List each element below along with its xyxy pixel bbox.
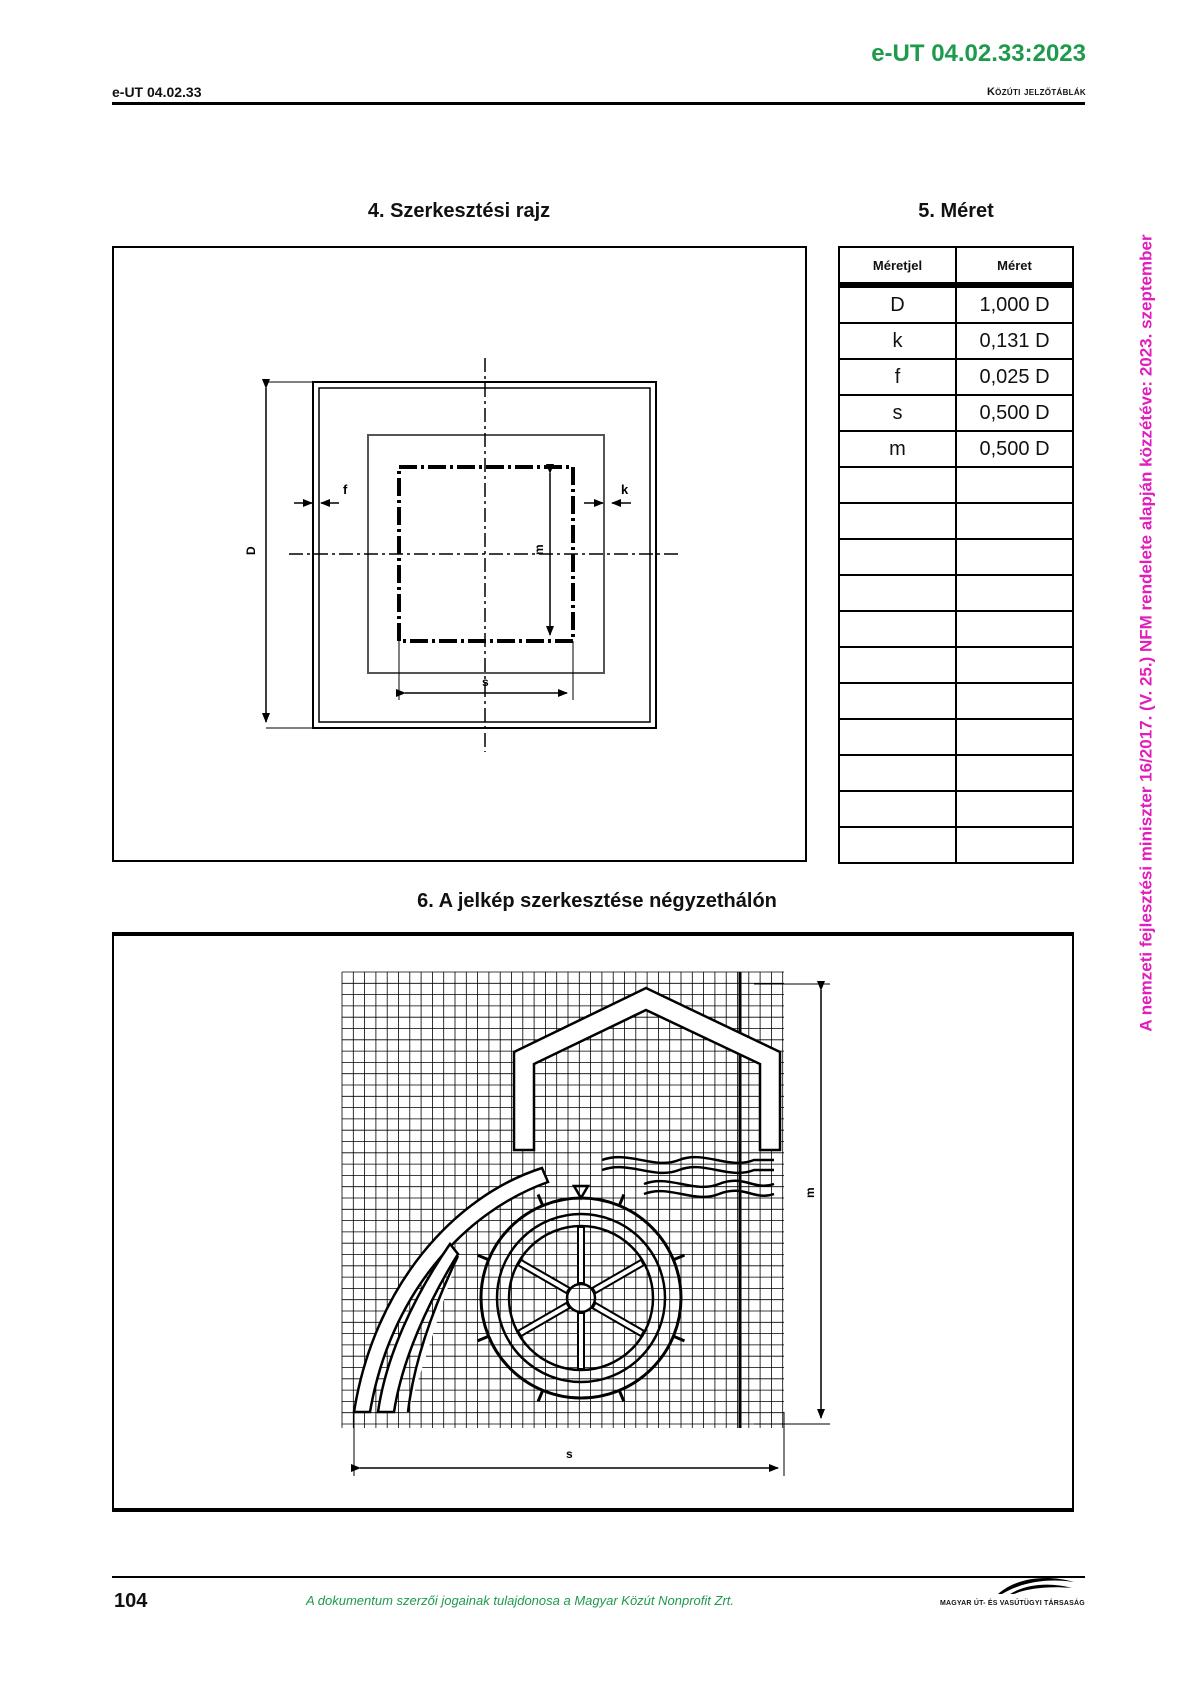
table-empty-row <box>839 755 1073 791</box>
label-k: k <box>621 482 629 497</box>
dimension-symbol-cell: s <box>839 395 956 431</box>
empty-cell <box>956 575 1073 611</box>
grid-label-s: s <box>566 1447 573 1461</box>
label-f: f <box>343 482 348 497</box>
empty-cell <box>956 791 1073 827</box>
label-s: s <box>482 675 489 689</box>
label-D: D <box>244 546 258 555</box>
dimension-value-cell: 0,500 D <box>956 395 1073 431</box>
dimension-symbol-cell: m <box>839 431 956 467</box>
table-empty-row <box>839 539 1073 575</box>
society-logo-text: MAGYAR ÚT- ÉS VASÚTÜGYI TÁRSASÁG <box>940 1600 1085 1607</box>
empty-cell <box>839 719 956 755</box>
section6-title: 6. A jelkép szerkesztése négyzethálón <box>417 890 777 912</box>
header-right-label: Közúti jelzőtáblák <box>986 86 1086 98</box>
empty-cell <box>839 647 956 683</box>
empty-cell <box>956 467 1073 503</box>
dimension-table-wrap <box>838 246 1074 864</box>
table-empty-row <box>839 611 1073 647</box>
table-header-row <box>839 247 1073 285</box>
table-empty-row <box>839 719 1073 755</box>
empty-cell <box>839 539 956 575</box>
water-wheel <box>478 1186 685 1402</box>
table-row <box>839 285 1073 323</box>
table-empty-row <box>839 827 1073 863</box>
table-row <box>839 395 1073 431</box>
header-left-label: e-UT 04.02.33 <box>112 84 202 100</box>
dimension-value-cell: 1,000 D <box>956 285 1073 323</box>
table-row <box>839 323 1073 359</box>
grid-drawing <box>114 936 1072 1508</box>
empty-cell <box>956 611 1073 647</box>
water-waves <box>602 1157 774 1197</box>
table-row <box>839 431 1073 467</box>
dimension-value-cell: 0,131 D <box>956 323 1073 359</box>
dimension-symbol-cell: D <box>839 285 956 323</box>
section5-title: 5. Méret <box>918 200 994 222</box>
empty-cell <box>839 467 956 503</box>
empty-cell <box>839 755 956 791</box>
empty-cell <box>839 575 956 611</box>
document-code: e-UT 04.02.33:2023 <box>871 40 1086 67</box>
society-logo-icon <box>996 1574 1076 1596</box>
footer-copyright: A dokumentum szerzői jogainak tulajdonosa a Magyar Közút Nonprofit Zrt. <box>305 1593 734 1608</box>
empty-cell <box>956 827 1073 863</box>
table-empty-row <box>839 683 1073 719</box>
empty-cell <box>839 683 956 719</box>
dimension-value-cell: 0,500 D <box>956 431 1073 467</box>
construction-drawing-box <box>112 246 807 862</box>
col-header-symbol: Méretjel <box>839 247 956 285</box>
dimension-symbol-cell: f <box>839 359 956 395</box>
table-empty-row <box>839 575 1073 611</box>
empty-cell <box>956 755 1073 791</box>
empty-cell <box>956 719 1073 755</box>
grid-label-m: m <box>803 1187 817 1198</box>
section4-title: 4. Szerkesztési rajz <box>367 200 551 222</box>
table-row <box>839 359 1073 395</box>
page-number: 104 <box>114 1590 148 1612</box>
empty-cell <box>839 791 956 827</box>
table-empty-row <box>839 467 1073 503</box>
header-rule <box>112 102 1085 105</box>
table-empty-row <box>839 791 1073 827</box>
side-note <box>1132 160 1162 1105</box>
empty-cell <box>956 647 1073 683</box>
empty-cell <box>956 503 1073 539</box>
footer-rule <box>112 1576 1085 1578</box>
empty-cell <box>839 503 956 539</box>
grid-drawing-box <box>112 932 1074 1512</box>
empty-cell <box>839 827 956 863</box>
dimension-table <box>838 246 1074 864</box>
dimension-value-cell: 0,025 D <box>956 359 1073 395</box>
side-note-text: A nemzeti fejlesztési miniszter 16/2017. (V. 25.) NFM rendelete alapján közzétéve: 2023. szeptember <box>1137 233 1157 1032</box>
table-empty-row <box>839 503 1073 539</box>
col-header-size: Méret <box>956 247 1073 285</box>
label-m: m <box>532 544 546 555</box>
empty-cell <box>956 539 1073 575</box>
construction-drawing <box>114 248 805 860</box>
empty-cell <box>839 611 956 647</box>
table-empty-row <box>839 647 1073 683</box>
dimension-symbol-cell: k <box>839 323 956 359</box>
empty-cell <box>956 683 1073 719</box>
